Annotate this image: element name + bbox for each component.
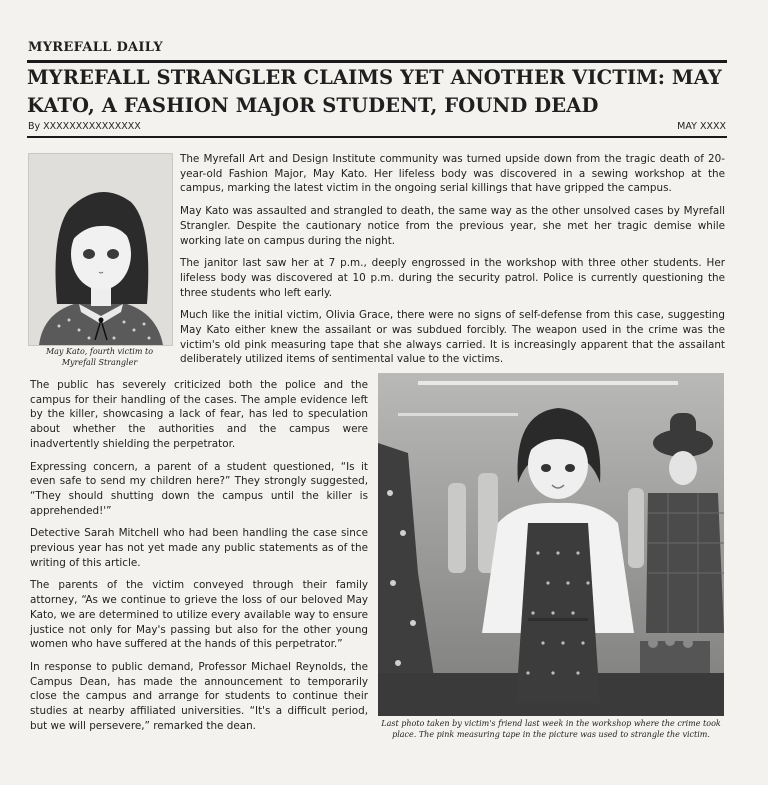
- byline: By XXXXXXXXXXXXXXX: [28, 121, 141, 132]
- masthead: MYREFALL DAILY: [28, 40, 163, 55]
- article-column-right: [180, 152, 725, 375]
- workshop-photo: [378, 373, 724, 716]
- photo-caption: Last photo taken by victim's friend last week in the workshop where the crime took place. The pink measuring tape in the picture was used to strangle the victim.: [381, 719, 721, 739]
- header-rule: [27, 136, 727, 138]
- paragraph: The parents of the victim conveyed through their family attorney, “As we continue to grieve the loss of our beloved May Kato, we are determined to utilize every available way to ensure justice not only for May's passing but also for the other young women who have suffered at the hands of this perpetrator.”: [30, 579, 368, 651]
- paragraph: May Kato was assaulted and strangled to death, the same way as the other unsolved cases by Myrefall Strangler. Despite the cautionary notice from the previous year, she met her tragic demise while working late on campus during the night.: [180, 205, 725, 247]
- headline: MYREFALL STRANGLER CLAIMS YET ANOTHER VICTIM: MAY KATO, A FASHION MAJOR STUDENT, FOUND DEAD: [27, 66, 722, 117]
- paragraph: Expressing concern, a parent of a student questioned, “Is it even safe to send my children here?” They strongly suggested, “They should shutting down the campus until the killer is apprehended!'”: [30, 460, 368, 517]
- article-column-left: [30, 378, 368, 741]
- victim-portrait: [28, 153, 173, 346]
- paragraph: Detective Sarah Mitchell who had been handling the case since previous year has not yet made any public statements as of the writing of this article.: [30, 527, 368, 569]
- paragraph: The public has severely criticized both the police and the campus for their handling of the cases. The ample evidence left by the killer, showcasing a lack of fear, has led to speculation about whether the authorities and the campus were inadvertently shielding the perpetrator.: [30, 379, 368, 450]
- paragraph: In response to public demand, Professor Michael Reynolds, the Campus Dean, has made the announcement to temporarily close the campus and arrange for students to continue their studies at nearby affiliated universities. “It's a difficult period, but we will persevere,” remarked the dean.: [30, 660, 368, 732]
- paragraph: The Myrefall Art and Design Institute community was turned upside down from the tragic death of 20-year-old Fashion Major, May Kato. Her lifeless body was discovered in a sewing workshop at the campus, marking the latest victim in the ongoing serial killings that have gripped the campus.: [180, 153, 725, 195]
- portrait-caption: May Kato, fourth victim to Myrefall Strangler: [45, 347, 154, 367]
- paragraph: Much like the initial victim, Olivia Grace, there were no signs of self-defense from this case, suggesting May Kato either knew the assailant or was subdued forcibly. The weapon used in the crime was the victim's old pink measuring tape that she always carried. It is increasingly apparent that the assailant deliberately utilized items of sentimental value to the victims.: [180, 309, 725, 366]
- issue-date: MAY XXXX: [677, 121, 726, 132]
- paragraph: The janitor last saw her at 7 p.m., deeply engrossed in the workshop with three other students. Her lifeless body was discovered at 10 p.m. during the security patrol. Police is currently questioning the three students who left early.: [180, 257, 725, 299]
- masthead-rule: [27, 60, 727, 63]
